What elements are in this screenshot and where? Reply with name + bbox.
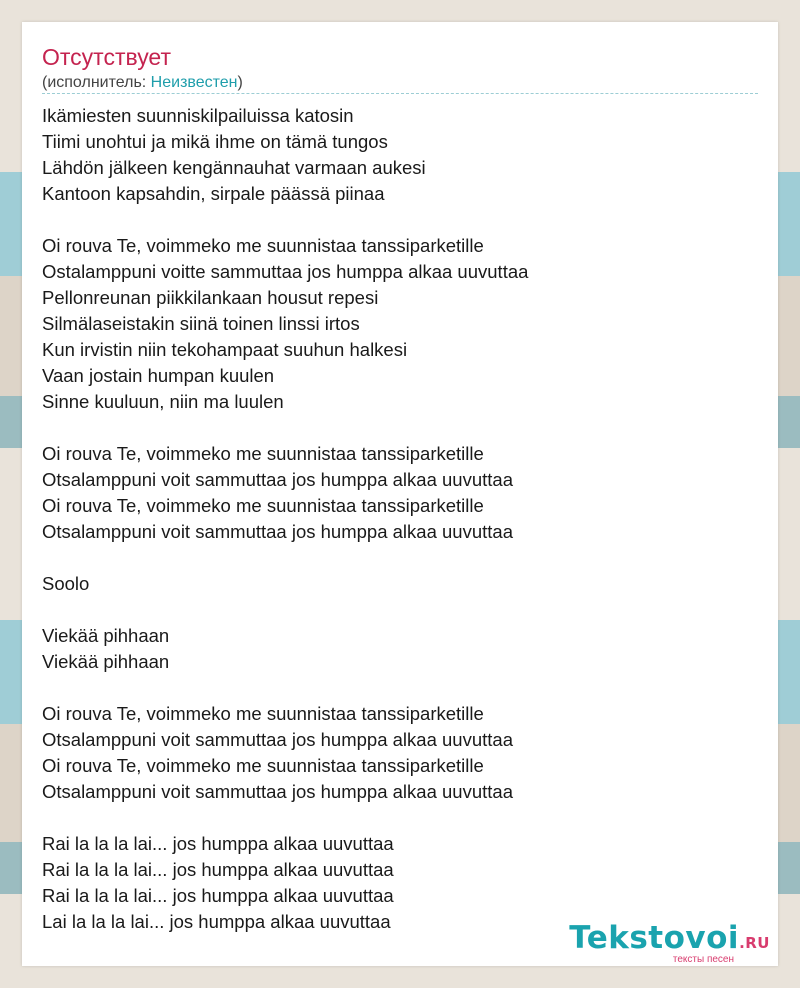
artist-prefix: (исполнитель: <box>42 74 151 91</box>
lyric-line: Rai la la la lai... jos humppa alkaa uuvuttaa <box>42 885 394 906</box>
lyric-line <box>42 675 528 701</box>
lyric-line <box>42 545 528 571</box>
lyric-line: Oi rouva Te, voimmeko me suunnistaa tanssiparketille <box>42 495 484 516</box>
lyric-line: Otsalamppuni voit sammuttaa jos humppa alkaa uuvuttaa <box>42 781 513 802</box>
lyrics-card <box>22 22 778 966</box>
logo-tagline: тексты песен <box>672 954 734 965</box>
lyric-line: Otsalamppuni voit sammuttaa jos humppa alkaa uuvuttaa <box>42 469 513 490</box>
lyric-line: Vaan jostain humpan kuulen <box>42 365 275 386</box>
tekstovoi-logo[interactable] <box>569 921 770 966</box>
lyric-line <box>42 597 528 623</box>
lyric-line: Tiimi unohtui ja mikä ihme on tämä tungos <box>42 131 388 152</box>
lyric-line: Lai la la la lai... jos humppa alkaa uuvuttaa <box>42 911 391 932</box>
lyric-line: Kun irvistin niin tekohampaat suuhun halkesi <box>42 339 408 360</box>
lyric-line: Lähdön jälkeen kengännauhat varmaan aukesi <box>42 157 426 178</box>
lyric-line: Oi rouva Te, voimmeko me suunnistaa tanssiparketille <box>42 235 484 256</box>
lyrics-body <box>42 103 528 935</box>
divider <box>42 93 758 94</box>
lyric-line: Soolo <box>42 573 90 594</box>
lyric-line <box>42 805 528 831</box>
logo-name: Tekstovoi <box>569 920 740 956</box>
artist-line <box>42 73 243 93</box>
lyric-line: Oi rouva Te, voimmeko me suunnistaa tanssiparketille <box>42 703 484 724</box>
lyric-line: Viekää pihhaan <box>42 625 170 646</box>
lyric-line: Ikämiesten suunniskilpailuissa katosin <box>42 105 354 126</box>
lyric-line: Sinne kuuluun, niin ma luulen <box>42 391 284 412</box>
lyric-line <box>42 207 528 233</box>
artist-link[interactable]: Неизвестен <box>150 74 238 91</box>
lyric-line: Kantoon kapsahdin, sirpale päässä piinaa <box>42 183 385 204</box>
lyric-line: Viekää pihhaan <box>42 651 170 672</box>
song-title: Отсутствует <box>42 44 171 70</box>
lyric-line: Rai la la la lai... jos humppa alkaa uuvuttaa <box>42 859 394 880</box>
lyric-line: Ostalamppuni voitte sammuttaa jos humppa alkaa uuvuttaa <box>42 261 529 282</box>
lyric-line: Pellonreunan piikkilankaan housut repesi <box>42 287 379 308</box>
lyric-line: Rai la la la lai... jos humppa alkaa uuvuttaa <box>42 833 394 854</box>
lyric-line: Otsalamppuni voit sammuttaa jos humppa alkaa uuvuttaa <box>42 729 513 750</box>
lyric-line: Otsalamppuni voit sammuttaa jos humppa alkaa uuvuttaa <box>42 521 513 542</box>
lyric-line: Oi rouva Te, voimmeko me suunnistaa tanssiparketille <box>42 443 484 464</box>
lyric-line: Oi rouva Te, voimmeko me suunnistaa tanssiparketille <box>42 755 484 776</box>
lyric-line: Silmälaseistakin siinä toinen linssi irtos <box>42 313 360 334</box>
logo-tld: .RU <box>739 934 770 952</box>
artist-suffix: ) <box>237 74 243 91</box>
lyric-line <box>42 415 528 441</box>
